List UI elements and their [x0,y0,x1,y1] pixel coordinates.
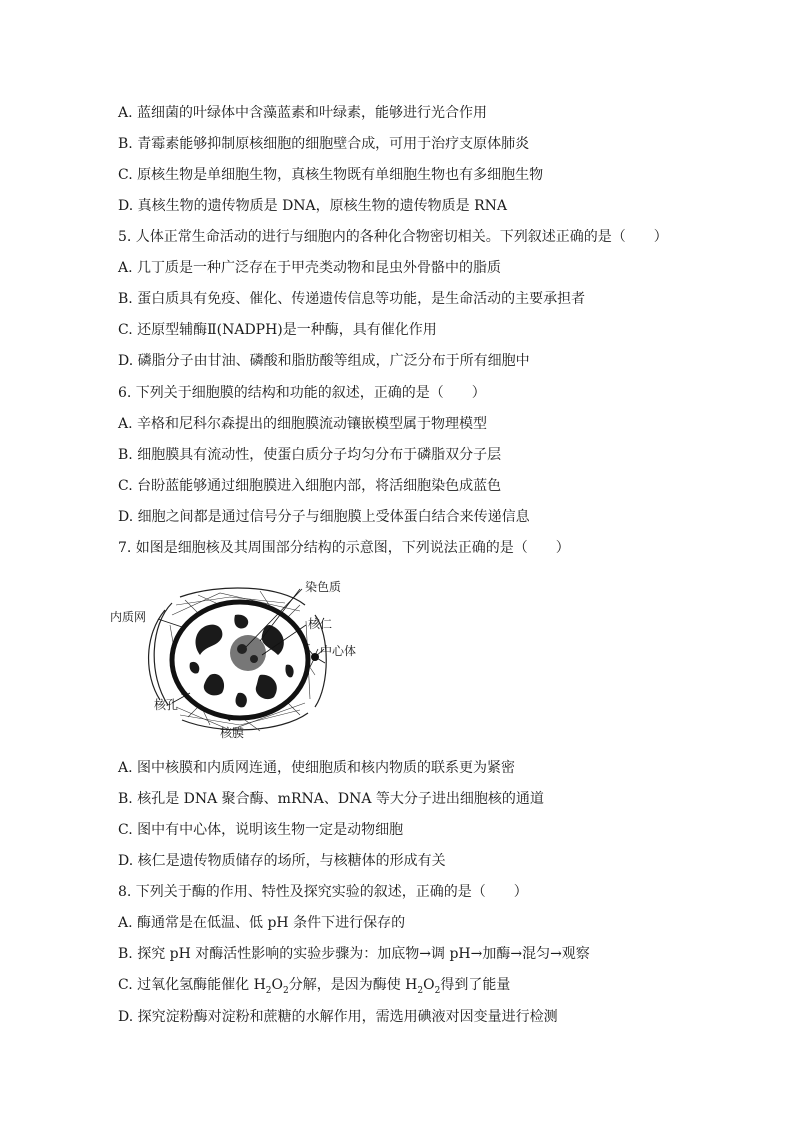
q5-option-b: B. 蛋白质具有免疫、催化、传递遗传信息等功能，是生命活动的主要承担者 [118,291,586,307]
q6-option-d: D. 细胞之间都是通过信号分子与细胞膜上受体蛋白结合来传递信息 [118,509,530,525]
q4-option-a: A. 蓝细菌的叶绿体中含藻蓝素和叶绿素，能够进行光合作用 [118,105,488,121]
q4-option-b: B. 青霉素能够抑制原核细胞的细胞壁合成，可用于治疗支原体肺炎 [118,136,530,152]
q4-option-c: C. 原核生物是单细胞生物，真核生物既有单细胞生物也有多细胞生物 [118,167,544,183]
q4-option-d: D. 真核生物的遗传物质是 DNA，原核生物的遗传物质是 RNA [118,198,508,214]
q6-stem: 6. 下列关于细胞膜的结构和功能的叙述，正确的是（ ） [118,385,486,401]
q7-option-a: A. 图中核膜和内质网连通，使细胞质和核内物质的联系更为紧密 [118,760,516,776]
q5-stem: 5. 人体正常生命活动的进行与细胞内的各种化合物密切相关。下列叙述正确的是（ ） [118,229,668,245]
nucleus-diagram [110,575,370,745]
label-nuclear-pore: 核孔 [154,698,179,712]
q8-option-a: A. 酶通常是在低温、低 pH 条件下进行保存的 [118,915,406,931]
q5-option-c: C. 还原型辅酶Ⅱ(NADPH)是一种酶，具有催化作用 [118,322,437,338]
label-nuclear-envelope: 核膜 [220,726,245,740]
q8-stem: 8. 下列关于酶的作用、特性及探究实验的叙述，正确的是（ ） [118,884,528,900]
q7-option-c: C. 图中有中心体，说明该生物一定是动物细胞 [118,822,404,838]
label-er: 内质网 [110,610,147,624]
q5-option-d: D. 磷脂分子由甘油、磷酸和脂肪酸等组成，广泛分布于所有细胞中 [118,353,530,369]
label-centrosome: 中心体 [320,644,357,658]
q6-option-a: A. 辛格和尼科尔森提出的细胞膜流动镶嵌模型属于物理模型 [118,416,488,432]
q7-option-d: D. 核仁是遗传物质储存的场所，与核糖体的形成有关 [118,853,446,869]
q7-stem: 7. 如图是细胞核及其周围部分结构的示意图，下列说法正确的是（ ） [118,540,570,556]
label-nucleolus: 核仁 [308,617,333,631]
q8-option-b: B. 探究 pH 对酶活性影响的实验步骤为：加底物→调 pH→加酶→混匀→观察 [118,946,590,962]
q6-option-b: B. 细胞膜具有流动性，使蛋白质分子均匀分布于磷脂双分子层 [118,447,502,463]
q6-option-c: C. 台盼蓝能够通过细胞膜进入细胞内部，将活细胞染色成蓝色 [118,478,502,494]
q8-option-c: C. 过氧化氢酶能催化 $H_2O_2$分解，是因为酶使 $H_2O_2$得到了能量 [118,977,511,996]
q8-option-d: D. 探究淀粉酶对淀粉和蔗糖的水解作用，需选用碘液对因变量进行检测 [118,1009,558,1025]
q5-option-a: A. 几丁质是一种广泛存在于甲壳类动物和昆虫外骨骼中的脂质 [118,260,502,276]
q7-option-b: B. 核孔是 DNA 聚合酶、mRNA、DNA 等大分子进出细胞核的通道 [118,791,544,807]
label-chromatin: 染色质 [305,580,342,594]
